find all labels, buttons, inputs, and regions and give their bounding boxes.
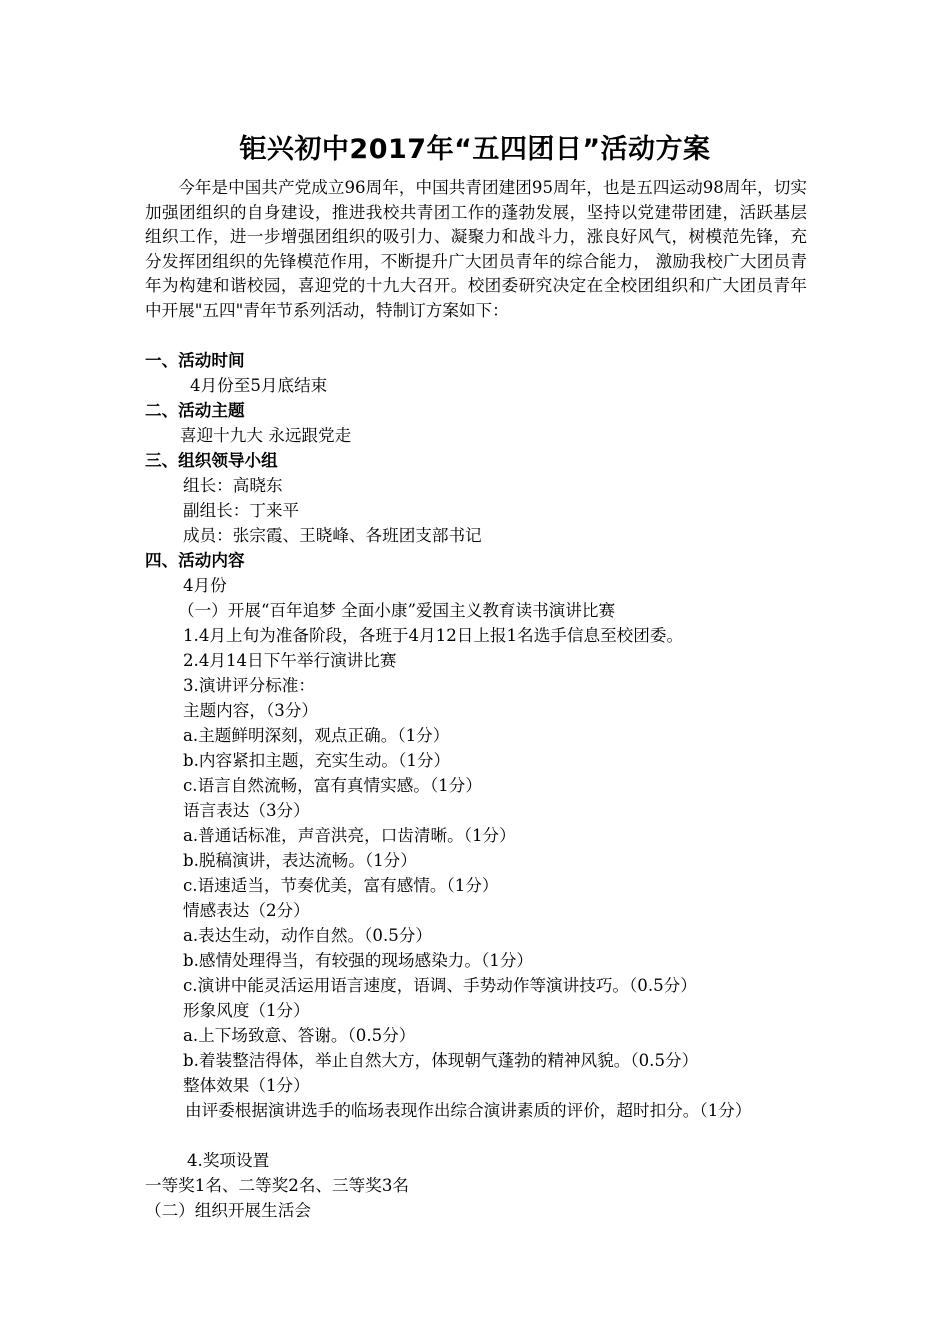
step4-line: 4.奖项设置	[187, 1151, 270, 1170]
section-heading-content: 四、活动内容	[145, 551, 245, 570]
members-line: 成员：张宗霞、王晓峰、各班团支部书记	[183, 526, 482, 545]
criterion-overall-title: 整体效果（1分）	[183, 1076, 310, 1095]
criterion-emotion-c: c.演讲中能灵活运用语言速度，语调、手势动作等演讲技巧。（0.5分）	[183, 976, 697, 995]
criterion-language-b: b.脱稿演讲，表达流畅。（1分）	[183, 851, 417, 870]
criterion-overall-text: 由评委根据演讲选手的临场表现作出综合演讲素质的评价，超时扣分。（1分）	[185, 1101, 752, 1120]
section-heading-theme: 二、活动主题	[145, 401, 245, 420]
criterion-language-a: a.普通话标准，声音洪亮，口齿清晰。（1分）	[183, 826, 516, 845]
document-title: 钜兴初中2017年“五四团日”活动方案	[239, 134, 711, 165]
criterion-language-title: 语言表达（3分）	[183, 801, 310, 820]
intro-paragraph: 今年是中国共产党成立96周年，中国共青团建团95周年，也是五四运动98周年，切实加强团组织的自身建设，推进我校共青团工作的蓬勃发展，坚持以党建带团建，活跃基层组织工作，进一步增强团组织的吸引力、凝聚力和战斗力，涨良好风气，树模范先锋，充分发挥团组织的先锋模范作用，不断提升广大团员青年的综合能力， 激励我校广大团员青年为构建和谐校园，喜迎党的十九大召开。校团委研究决定在全校团组织和广大团员青年中开展"五四"青年节系列活动，特制订方案如下：	[145, 178, 807, 320]
awards-line: 一等奖1名、二等奖2名、三等奖3名	[145, 1176, 409, 1195]
leader-line: 组长：高晓东	[183, 476, 283, 495]
item1-title: （一）开展“百年追梦 全面小康”爱国主义教育读书演讲比赛	[178, 601, 616, 620]
month-line: 4月份	[183, 576, 227, 595]
criterion-content-title: 主题内容，（3分）	[183, 701, 319, 720]
section-heading-time: 一、活动时间	[145, 351, 245, 370]
criterion-emotion-a: a.表达生动，动作自然。（0.5分）	[183, 926, 432, 945]
section-heading-leadership: 三、组织领导小组	[145, 451, 278, 470]
step2-line: 2.4月14日下午举行演讲比赛	[183, 651, 397, 670]
criterion-language-c: c.语速适当，节奏优美，富有感情。（1分）	[183, 876, 499, 895]
step1-line: 1.4月上旬为准备阶段，各班于4月12日上报1名选手信息至校团委。	[183, 626, 684, 645]
section-time-text: 4月份至5月底结束	[190, 376, 328, 395]
criterion-content-c: c.语言自然流畅，富有真情实感。（1分）	[183, 776, 482, 795]
criterion-emotion-b: b.感情处理得当，有较强的现场感染力。（1分）	[183, 951, 534, 970]
criterion-appearance-b: b.着装整洁得体，举止自然大方，体现朝气蓬勃的精神风貌。（0.5分）	[183, 1051, 699, 1070]
criterion-emotion-title: 情感表达（2分）	[183, 901, 310, 920]
item2-title: （二）组织开展生活会	[145, 1201, 311, 1220]
criterion-appearance-title: 形象风度（1分）	[183, 1001, 310, 1020]
criterion-appearance-a: a.上下场致意、答谢。（0.5分）	[183, 1026, 416, 1045]
criterion-content-a: a.主题鲜明深刻，观点正确。（1分）	[183, 726, 450, 745]
deputy-line: 副组长：丁来平	[183, 501, 300, 520]
criterion-content-b: b.内容紧扣主题，充实生动。（1分）	[183, 751, 451, 770]
step3-line: 3.演讲评分标准：	[183, 676, 315, 695]
section-theme-text: 喜迎十九大 永远跟党走	[180, 426, 352, 445]
